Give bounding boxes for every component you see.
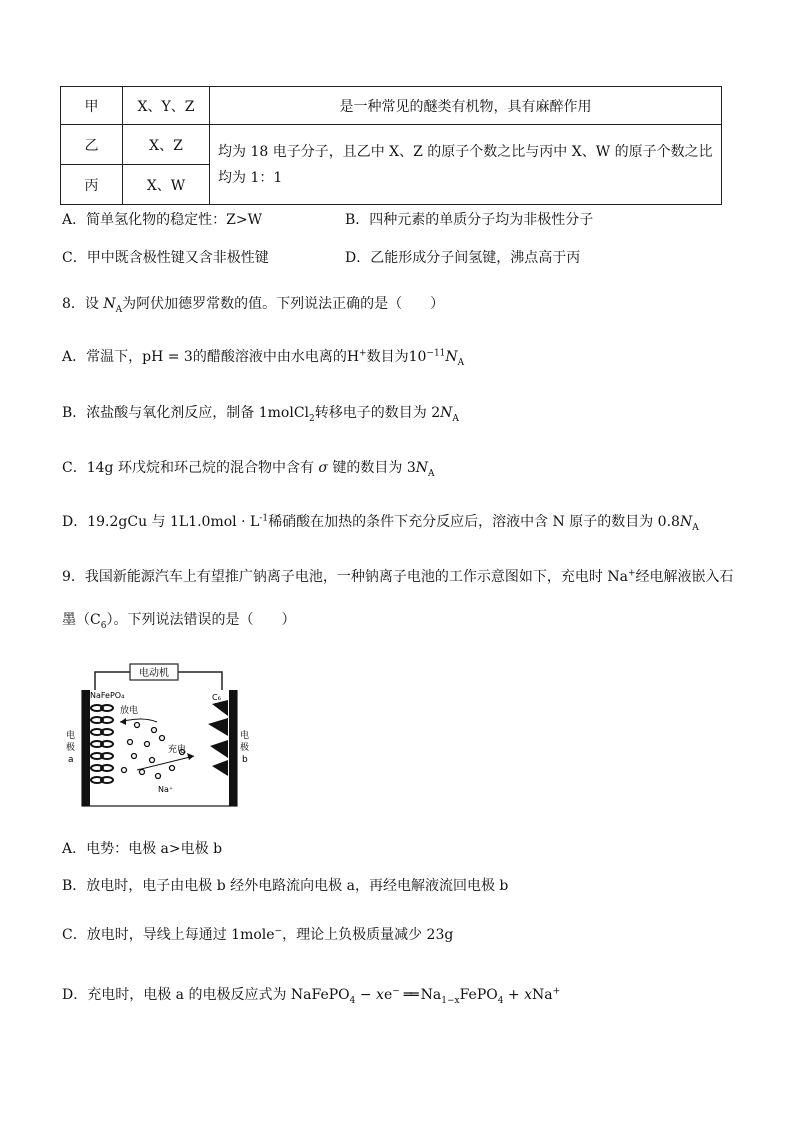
left-material-label: NaFePO₄ [90,691,125,700]
charge-arrow [137,756,194,770]
electrode-a-char-1: 电 [66,731,76,741]
row-yi-name: 乙 [61,125,123,165]
electrode-b-char-2: 极 [240,743,250,753]
q8-option-c: C．14g 环戊烷和环己烷的混合物中含有 σ 键的数目为 $3N_A$ [62,460,435,479]
element-table [60,86,722,205]
electrode-b-layers [208,700,228,776]
discharge-label: 放电 [120,706,139,716]
charge-label: 充电 [168,745,187,755]
q9-stem-line2: 墨$(C_6)$。下列说法错误的是（ ） [62,612,296,631]
electrode-a-char-3: a [68,755,74,765]
electrode-a-layers [91,705,113,783]
electrode-b-plate [229,690,237,806]
q8-option-d: D．19.2gCu 与 $1L1.0mol \cdot L^{-1}$稀硝酸在加热的条件下充分反应后，溶液中含 N 原子的数目为 $0.8N_A$ [62,513,699,533]
q9-option-c: C．放电时，导线上每通过 1mole−，理论上负极质量减少 23g [62,926,454,943]
electrode-a-char-2: 极 [66,743,76,753]
q7-option-b: B．四种元素的单质分子均为非极性分子 [345,212,594,228]
row-jia-desc: 是一种常见的醚类有机物，具有麻醉作用 [210,87,722,125]
q9-stem-line1: 9．我国新能源汽车上有望推广钠离子电池，一种钠离子电池的工作示意图如下，充电时 Na+经电解液嵌入石 [62,568,734,585]
row-bing-elements: X、W [123,165,210,205]
shared-desc: 均为 18 电子分子，且乙中 X、Z 的原子个数之比与丙中 X、W 的原子个数之比均为 1：1 [210,125,722,205]
motor-label: 电动机 [139,668,169,679]
battery-diagram [62,660,248,810]
q9-option-a: A．电势：电极 a>电极 b [62,841,223,857]
q7-option-d: D．乙能形成分子间氢键，沸点高于丙 [345,250,581,266]
q8-stem: 8．设 $N_A$为阿伏加德罗常数的值。下列说法正确的是（ ） [62,296,445,315]
electrode-a-plate [82,690,90,806]
row-bing-name: 丙 [61,165,123,205]
q7-option-a: A．简单氢化物的稳定性：Z>W [62,212,262,228]
electrode-b-char-3: b [242,755,248,765]
q7-option-c: C．甲中既含极性键又含非极性键 [62,250,269,266]
q9-option-b: B．放电时，电子由电极 b 经外电路流向电极 a，再经电解液流回电极 b [62,878,509,894]
q8-option-b: B．浓盐酸与氧化剂反应，制备 1molCl$_2$转移电子的数目为 $2N_A$ [62,405,459,424]
row-jia-elements: X、Y、Z [123,87,210,125]
ion-label: Na⁺ [158,785,174,794]
q8-option-a: A．常温下，pH = 3的醋酸溶液中由水电离的H+数目为$10^{-11}N_A$ [62,348,465,368]
right-material-label: C₆ [212,693,221,702]
row-jia-name: 甲 [61,87,123,125]
electrode-b-char-1: 电 [240,731,250,741]
row-yi-elements: X、Z [123,125,210,165]
q9-option-d: D．充电时，电极 a 的电极反应式为 NaFePO$_4$ − xe− ══ $Na_{1-x}FePO_4 + xNa^+$ [62,986,561,1006]
